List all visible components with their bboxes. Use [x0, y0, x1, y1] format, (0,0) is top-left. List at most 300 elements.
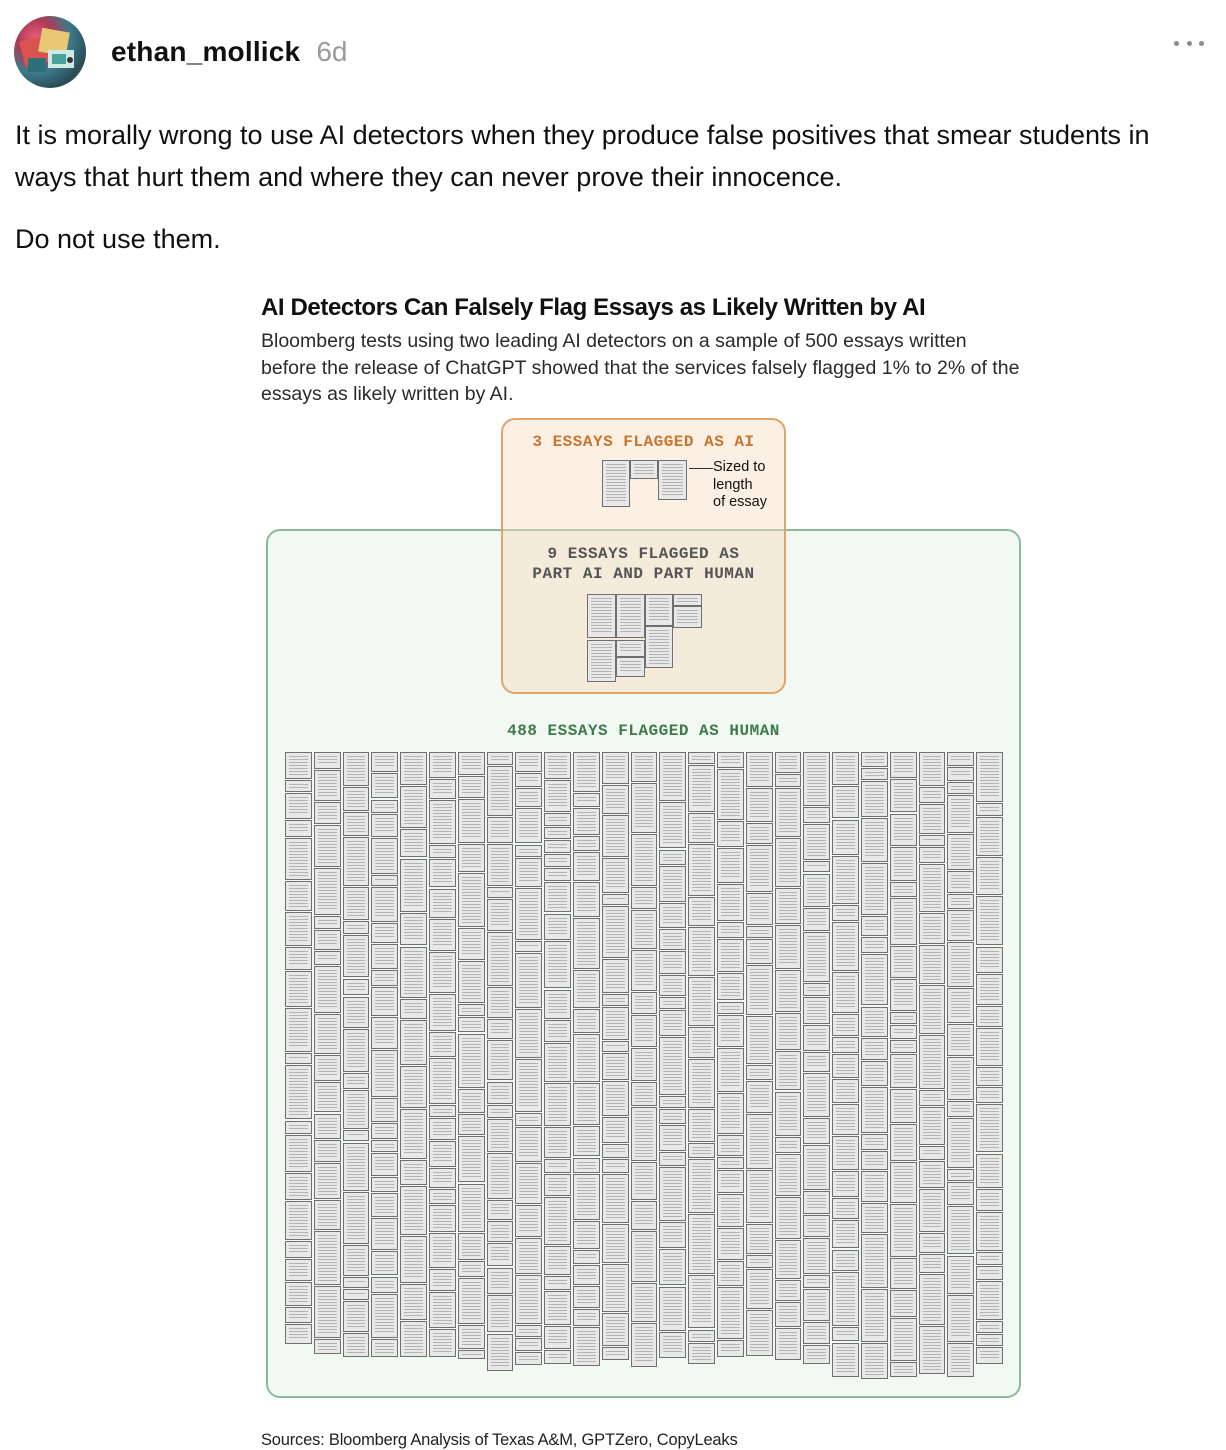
essay-human	[602, 1144, 629, 1158]
essay-human	[371, 773, 398, 799]
essay-human	[343, 1143, 370, 1191]
essay-human	[544, 1246, 571, 1275]
essay-human	[343, 1130, 370, 1142]
essay-human	[573, 836, 600, 852]
size-note-line-1: Sized to	[713, 459, 766, 475]
essay-human	[515, 1338, 542, 1351]
essay-human	[890, 1204, 917, 1257]
essay-human	[487, 1221, 514, 1242]
essay-human	[602, 994, 629, 1006]
essay-human	[890, 779, 917, 812]
essay-human	[976, 803, 1003, 816]
essay-human	[602, 815, 629, 857]
essay-human	[919, 864, 946, 912]
essay-human	[602, 1053, 629, 1080]
essay-human	[890, 814, 917, 846]
essay-human	[515, 1238, 542, 1274]
essay-human	[775, 888, 802, 924]
essay-human	[544, 1020, 571, 1043]
essay-human	[515, 1113, 542, 1126]
essay-human	[515, 1163, 542, 1204]
essay-human	[947, 894, 974, 909]
essay-human	[631, 887, 658, 909]
essay-human	[371, 800, 398, 813]
essay-human	[631, 1107, 658, 1162]
essay-human	[487, 987, 514, 1018]
chart-title: AI Detectors Can Falsely Flag Essays as Likely Written by AI	[261, 294, 926, 321]
essay-human	[947, 1206, 974, 1255]
essay-human	[746, 893, 773, 925]
essay-human	[429, 1189, 456, 1204]
essay-human	[371, 1153, 398, 1176]
essay-human	[544, 752, 571, 779]
essay-human	[688, 1059, 715, 1108]
essay-human	[659, 1287, 686, 1332]
essay-human	[400, 1284, 427, 1320]
essay-human	[746, 823, 773, 844]
essay-human	[803, 983, 830, 996]
essay-human	[602, 959, 629, 992]
essay-human	[544, 914, 571, 940]
essay-human	[890, 1089, 917, 1123]
essay-human	[717, 939, 744, 972]
essay-human	[919, 787, 946, 804]
essay-human	[717, 1093, 744, 1134]
essay-human	[343, 935, 370, 978]
essay-human	[746, 1269, 773, 1310]
essay-human	[343, 1245, 370, 1276]
essay-human	[602, 858, 629, 893]
essay-human	[602, 1081, 629, 1117]
essay-human	[688, 813, 715, 843]
essay-human	[947, 1295, 974, 1343]
essay-human	[515, 808, 542, 843]
essay-human	[861, 1203, 888, 1234]
essay-human	[919, 1146, 946, 1161]
essay-human	[602, 1041, 629, 1052]
ai-flagged-group	[501, 418, 786, 694]
essay-human	[775, 752, 802, 773]
essay-human	[861, 954, 888, 1005]
essay-human	[573, 752, 600, 792]
essay-human	[803, 1025, 830, 1051]
essay-human	[631, 834, 658, 887]
essay-human	[487, 1268, 514, 1294]
essay-human	[285, 1053, 312, 1064]
essay-human	[285, 838, 312, 880]
essay-human	[717, 1228, 744, 1260]
essay-human	[832, 1250, 859, 1272]
essay-human	[775, 788, 802, 837]
more-options-icon[interactable]	[1174, 36, 1204, 50]
essay-human	[573, 1158, 600, 1174]
essay-human	[803, 807, 830, 823]
essay-human	[371, 1123, 398, 1139]
essay-human	[544, 780, 571, 812]
essay-human	[746, 939, 773, 964]
essay-human	[919, 1274, 946, 1325]
essay-human	[458, 1233, 485, 1260]
essay-human	[343, 1277, 370, 1288]
essay-human	[803, 1052, 830, 1072]
essay-human	[717, 752, 744, 768]
essay-human	[429, 752, 456, 778]
essay-human	[803, 1238, 830, 1274]
essay-human	[659, 1096, 686, 1108]
essay-human	[314, 825, 341, 867]
essay-human	[803, 1345, 830, 1364]
essay-human	[803, 1275, 830, 1287]
essay-human	[343, 887, 370, 919]
essay-human	[400, 752, 427, 785]
essay-human	[832, 1014, 859, 1036]
essay-human	[544, 813, 571, 826]
essay-human	[285, 881, 312, 911]
essay-human	[343, 1029, 370, 1072]
essay-human	[573, 882, 600, 917]
essay-human	[573, 970, 600, 1008]
essay-human	[429, 1205, 456, 1232]
essay-human	[890, 1162, 917, 1203]
essay-human	[429, 1233, 456, 1268]
essay-human	[746, 1081, 773, 1113]
essay-human	[775, 1051, 802, 1090]
essay-human	[688, 1143, 715, 1158]
essay-human	[371, 887, 398, 922]
essay-human	[688, 897, 715, 925]
essay-human	[976, 947, 1003, 974]
essay-human	[947, 795, 974, 833]
essay-human	[515, 953, 542, 1008]
essay-human	[976, 1321, 1003, 1333]
essay-human	[659, 1037, 686, 1095]
essay-human	[544, 990, 571, 1019]
essay-human	[515, 845, 542, 858]
essay-human	[573, 1327, 600, 1366]
essay-human	[602, 906, 629, 958]
essay-human	[487, 899, 514, 931]
essay-human	[544, 882, 571, 912]
essay-human	[515, 1325, 542, 1338]
essay-human	[775, 1197, 802, 1239]
essay-human	[890, 1318, 917, 1360]
essay-human	[400, 1186, 427, 1235]
essay-human	[429, 919, 456, 951]
attached-chart-image[interactable]	[255, 280, 1030, 1450]
essay-human	[803, 861, 830, 872]
essay-human	[371, 1050, 398, 1097]
essay-human	[371, 1251, 398, 1276]
essay-human	[487, 1153, 514, 1200]
essay-human	[976, 1087, 1003, 1103]
essay-human	[400, 859, 427, 912]
essay-human	[890, 898, 917, 945]
essay-human	[314, 1200, 341, 1230]
essay-human	[285, 1065, 312, 1119]
essay-human	[976, 1067, 1003, 1086]
essay-human	[573, 1250, 600, 1264]
essay-human	[746, 1224, 773, 1254]
essay-human	[487, 1019, 514, 1039]
essay-human	[429, 889, 456, 918]
essay-human	[314, 770, 341, 801]
essay-human	[371, 814, 398, 837]
essay-human	[487, 1295, 514, 1333]
essay-human	[429, 1168, 456, 1187]
essay-human	[544, 1326, 571, 1349]
essay-human	[890, 1290, 917, 1317]
essay-human	[631, 910, 658, 950]
essay-human	[544, 840, 571, 853]
essay-human	[371, 875, 398, 886]
essay-human	[919, 835, 946, 846]
essay-human	[659, 1332, 686, 1358]
essay-human	[717, 1340, 744, 1357]
essay-human	[285, 793, 312, 819]
essay-human	[803, 752, 830, 806]
essay-human	[285, 1008, 312, 1052]
essay-human	[515, 1059, 542, 1112]
essay-human	[947, 910, 974, 940]
essay-human	[688, 765, 715, 812]
essay-human	[314, 1082, 341, 1113]
essay-human	[343, 1192, 370, 1244]
essay-human	[919, 1161, 946, 1188]
post-paragraph-1: It is morally wrong to use AI detectors when they produce false positives that smear students in ways that hurt them and where they can never prove their innocence.	[15, 120, 1150, 192]
essay-human	[688, 927, 715, 977]
essay-human	[746, 752, 773, 787]
essay-human	[976, 1028, 1003, 1066]
essay-human	[746, 1255, 773, 1268]
essay-human	[429, 1032, 456, 1057]
essay-human	[429, 1105, 456, 1117]
essay-human	[458, 1350, 485, 1359]
essay-human	[659, 802, 686, 848]
essay-human	[717, 1261, 744, 1286]
essay-human	[861, 1343, 888, 1380]
essay-human	[659, 1222, 686, 1248]
essay-human	[717, 1002, 744, 1015]
essay-human	[919, 1254, 946, 1273]
essay-human	[371, 1098, 398, 1122]
essay-human	[775, 838, 802, 887]
essay-human	[688, 1027, 715, 1058]
essay-human	[688, 977, 715, 1026]
essay-human	[602, 1224, 629, 1264]
essay-human	[803, 1073, 830, 1117]
essay-human	[285, 1282, 312, 1306]
essay-human	[573, 1083, 600, 1125]
essay-human	[803, 1145, 830, 1190]
essay-human	[343, 997, 370, 1028]
essay-human	[717, 1287, 744, 1339]
essay-part-ai	[587, 594, 616, 638]
essay-human	[947, 871, 974, 893]
essay-human	[487, 1334, 514, 1372]
essay-human	[544, 1083, 571, 1126]
essay-human	[659, 929, 686, 950]
essay-human	[659, 850, 686, 866]
essay-human	[515, 788, 542, 807]
essay-human	[717, 1194, 744, 1227]
essay-human	[976, 1006, 1003, 1027]
essay-human	[861, 863, 888, 915]
essay-human	[573, 852, 600, 881]
essay-human	[371, 1218, 398, 1250]
essay-human	[544, 854, 571, 867]
essay-human	[285, 1241, 312, 1258]
human-group-label: 488 ESSAYS FLAGGED AS HUMAN	[507, 722, 780, 740]
essay-human	[314, 868, 341, 915]
essay-human	[573, 1265, 600, 1285]
essay-human	[285, 752, 312, 779]
essay-human	[458, 1017, 485, 1032]
essay-human	[832, 856, 859, 904]
essay-human	[717, 821, 744, 848]
essay-human	[573, 918, 600, 969]
essay-human	[947, 834, 974, 870]
essay-human	[775, 1013, 802, 1050]
essay-human	[947, 1182, 974, 1205]
essay-human	[429, 1269, 456, 1291]
essay-human	[947, 1343, 974, 1377]
essay-part-ai	[587, 640, 616, 682]
essay-human	[544, 1159, 571, 1173]
essay-human	[832, 972, 859, 1013]
username[interactable]: ethan_mollick	[111, 36, 301, 67]
essay-human	[400, 1160, 427, 1185]
essay-human	[861, 1234, 888, 1288]
essay-human	[400, 1109, 427, 1159]
essay-human	[515, 1009, 542, 1059]
essay-human	[602, 1174, 629, 1222]
essay-human	[775, 970, 802, 1012]
essay-human	[659, 752, 686, 801]
essay-human	[573, 1309, 600, 1326]
essay-human	[832, 922, 859, 971]
avatar[interactable]	[14, 16, 86, 88]
essay-human	[688, 844, 715, 896]
essay-human	[861, 768, 888, 781]
essay-human	[602, 785, 629, 814]
essay-human	[285, 947, 312, 969]
essay-human	[314, 802, 341, 824]
essay-human	[371, 1017, 398, 1049]
essay-human	[458, 1261, 485, 1276]
essay-human	[343, 812, 370, 837]
essay-human	[832, 1037, 859, 1053]
essay-human	[832, 1272, 859, 1326]
essay-part-ai	[645, 594, 673, 626]
essay-human	[775, 1137, 802, 1153]
essay-human	[861, 1007, 888, 1037]
essay-human	[717, 1048, 744, 1092]
essay-human	[314, 1014, 341, 1054]
essay-human	[746, 926, 773, 938]
essay-human	[919, 847, 946, 863]
essay-human	[717, 884, 744, 921]
essay-human	[861, 1038, 888, 1060]
essay-human	[746, 1310, 773, 1356]
essay-human	[717, 769, 744, 820]
essay-ai	[658, 460, 687, 500]
essay-human	[861, 1171, 888, 1202]
essay-human	[861, 916, 888, 936]
essay-human	[659, 1249, 686, 1285]
essay-human	[947, 1024, 974, 1056]
essay-human	[688, 1275, 715, 1328]
essay-human	[976, 752, 1003, 802]
essay-human	[890, 1012, 917, 1024]
essay-human	[890, 946, 917, 979]
essay-human	[631, 1048, 658, 1081]
essay-human	[429, 1118, 456, 1141]
essay-human	[976, 1252, 1003, 1265]
essay-human	[976, 1347, 1003, 1364]
essay-human	[688, 1109, 715, 1142]
essay-human	[631, 1231, 658, 1282]
essay-human	[429, 779, 456, 798]
essay-human	[976, 1334, 1003, 1346]
essay-human	[371, 1294, 398, 1338]
essay-human	[458, 752, 485, 775]
essay-human	[688, 1214, 715, 1274]
essay-human	[890, 1040, 917, 1053]
essay-human	[515, 1205, 542, 1237]
essay-human	[947, 988, 974, 1023]
essay-human	[371, 970, 398, 986]
essay-human	[890, 882, 917, 897]
essay-human	[458, 1004, 485, 1016]
essay-human	[544, 1127, 571, 1158]
essay-human	[400, 786, 427, 828]
essay-human	[487, 752, 514, 765]
essay-human	[890, 752, 917, 778]
essay-human	[429, 1058, 456, 1104]
post-paragraph-2: Do not use them.	[15, 224, 221, 254]
essay-human	[803, 1322, 830, 1344]
essay-human	[947, 767, 974, 782]
essay-human	[544, 941, 571, 989]
essay-human	[688, 1330, 715, 1342]
essay-human	[746, 845, 773, 892]
essay-human	[458, 1278, 485, 1324]
essay-human	[515, 858, 542, 886]
essay-human	[947, 1101, 974, 1117]
essay-human	[631, 992, 658, 1015]
essay-human	[515, 1352, 542, 1365]
essay-human	[602, 894, 629, 905]
essay-human	[861, 1087, 888, 1133]
essay-human	[314, 966, 341, 1013]
essay-human	[544, 1043, 571, 1082]
essay-human	[285, 1173, 312, 1200]
essay-human	[976, 896, 1003, 946]
essay-human	[458, 928, 485, 960]
essay-human	[285, 912, 312, 947]
essay-human	[832, 1136, 859, 1169]
essay-human	[314, 1163, 341, 1199]
essay-human	[919, 752, 946, 786]
essay-human	[458, 844, 485, 872]
essay-human	[631, 1283, 658, 1323]
essay-human	[976, 1212, 1003, 1251]
essay-human	[458, 1114, 485, 1135]
essay-human	[544, 1291, 571, 1326]
essay-human	[400, 1236, 427, 1283]
essay-human	[487, 1082, 514, 1104]
essay-human	[429, 845, 456, 858]
